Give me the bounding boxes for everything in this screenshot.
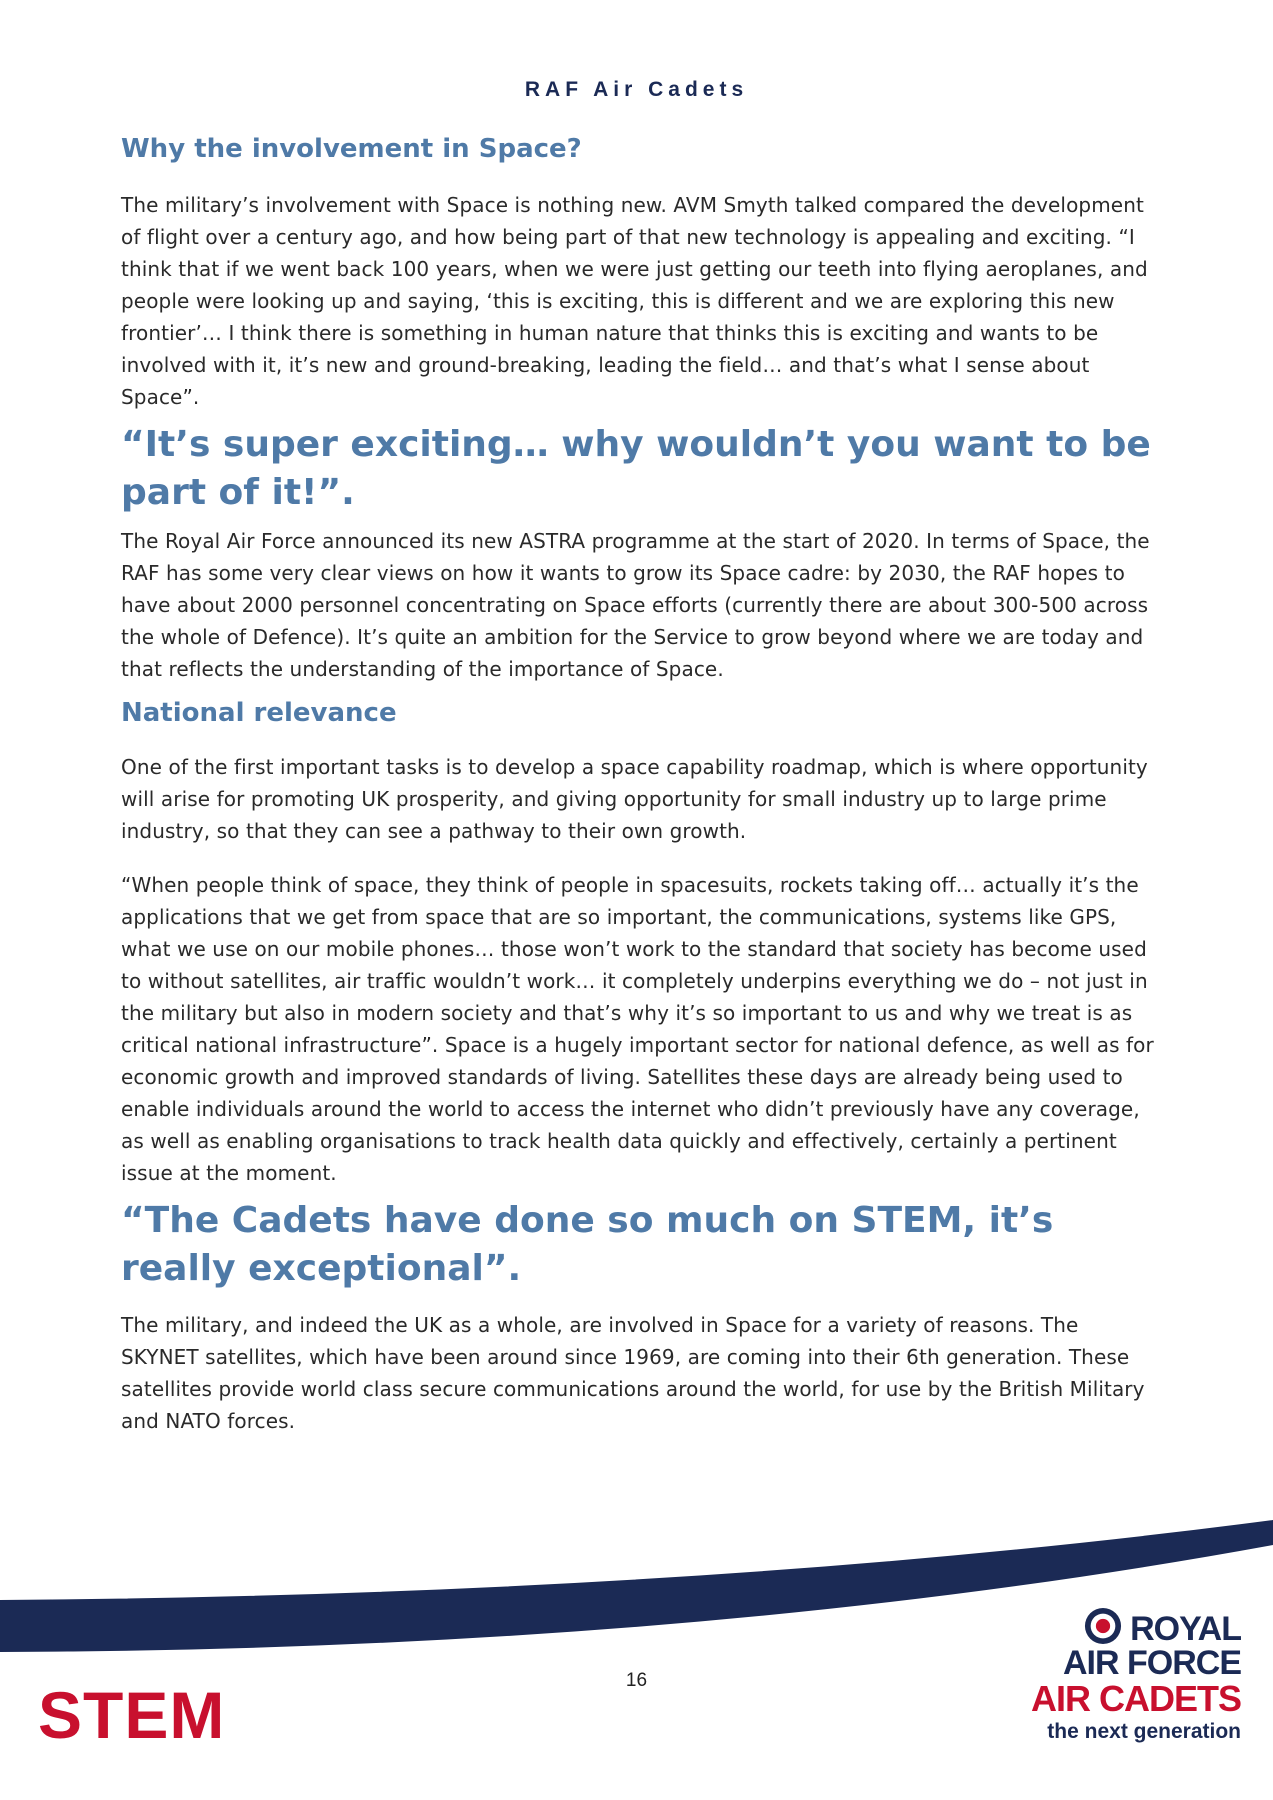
stem-logo: STEM (38, 1678, 226, 1752)
raf-air-cadets-logo (1030, 1604, 1243, 1754)
logo-line-air-cadets: AIR CADETS (1030, 1678, 1241, 1719)
pull-quote: “It’s super exciting… why wouldn’t you want to be part of it!”. (121, 423, 1151, 513)
raf-roundel-icon (1084, 1607, 1122, 1645)
article-body (121, 133, 1161, 1437)
paragraph: “When people think of space, they think of people in spacesuits, rockets taking off… actually it’s the applications that we get from space that are so important, the communications, systems like GPS, what we use on our mobile phones… those won’t work to the standard that society has become used to without satellites, air traffic wouldn’t work… it completely underpins everything we do – not just in the military but also in modern society and that’s why it’s so important to us and why we treat is as critical national infrastructure”. Space is a hugely important sector for national defence, as well as for economic growth and improved standards of living. Satellites these days are already being used to enable individuals around the world to access the internet who didn’t previously have any coverage, as well as enabling organisations to track health data quickly and effectively, certainly a pertinent issue at the moment. (121, 872, 1154, 1185)
logo-tagline: the next generation (1047, 1720, 1241, 1743)
paragraph: One of the first important tasks is to develop a space capability roadmap, which is where opportunity will arise for promoting UK prosperity, and giving opportunity for small industry up to large prime industry, so that they can see a pathway to their own growth. (121, 754, 1148, 843)
page-number: 16 (625, 1670, 648, 1691)
pull-quote: “The Cadets have done so much on STEM, it’s really exceptional”. (121, 1199, 1054, 1289)
section-heading: National relevance (121, 697, 397, 728)
paragraph: The military’s involvement with Space is nothing new. AVM Smyth talked compared the development of flight over a century ago, and how being part of that new technology is appealing and exciting. “I think that if we went back 100 years, when we were just getting our teeth into flying aeroplanes, and people were looking up and saying, ‘this is exciting, this is different and we are exploring this new frontier’… I think there is something in human nature that thinks this is exciting and wants to be involved with it, it’s new and ground-breaking, leading the field… and that’s what I sense about Space”. (121, 192, 1148, 409)
section-heading: Why the involvement in Space? (121, 134, 582, 164)
logo-line-royal: ROYAL (1130, 1610, 1241, 1648)
logo-line-air-force: AIR FORCE (1063, 1644, 1241, 1682)
paragraph: The Royal Air Force announced its new ASTRA programme at the start of 2020. In terms of Space, the RAF has some very clear views on how it wants to grow its Space cadre: by 2030, the RAF hopes to have about 2000 personnel concentrating on Space efforts (currently there are about 300-500 across the whole of Defence). It’s quite an ambition for the Service to grow beyond where we are today and that reflects the understanding of the importance of Space. (121, 528, 1150, 681)
paragraph: The military, and indeed the UK as a whole, are involved in Space for a variety of reasons. The SKYNET satellites, which have been around since 1969, are coming into their 6th generation. These satellites provide world class secure communications around the world, for use by the British Military and NATO forces. (121, 1312, 1145, 1433)
page-header-title: RAF Air Cadets (524, 78, 749, 101)
